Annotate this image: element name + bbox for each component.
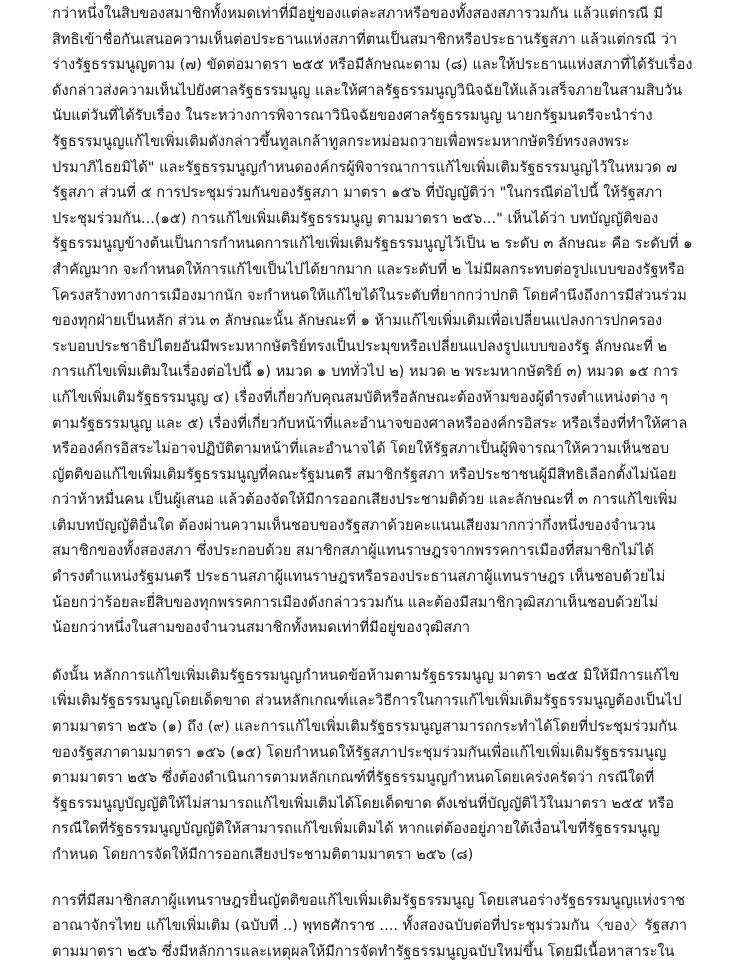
text-line: รัฐสภา ส่วนที่ ๕ การประชุมร่วมกันของรัฐสภา มาตรา ๑๕๖ ที่บัญญัติว่า "ในกรณีต่อไปนี้ ให้รัฐสภา: [52, 184, 663, 202]
text-line: ตามมาตรา ๒๕๖ ซึ่งต้องดำเนินการตามหลักเกณฑ์ที่รัฐธรรมนูญกำหนดโดยเคร่งครัดว่า กรณีใดที่: [52, 769, 655, 787]
text-line: รัฐธรรมนูญข้างต้นเป็นการกำหนดการแก้ไขเพิ่มเติมรัฐธรรมนูญไว้เป็น ๒ ระดับ ๓ ลักษณะ คือ ระดับที่ ๑: [52, 235, 693, 253]
text-line: ดังนั้น หลักการแก้ไขเพิ่มเติมรัฐธรรมนูญกำหนดข้อห้ามตามรัฐธรรมนูญ มาตรา ๒๕๕ มิให้มีการแก้ไข: [52, 666, 680, 684]
text-line: อาณาจักรไทย แก้ไขเพิ่มเติม (ฉบับที่ ..) พุทธศักราช .... ทั้งสองฉบับต่อที่ประชุมร่วมกัน〈ของ〉รัฐสภา: [52, 917, 688, 935]
text-line: สำคัญมาก จะกำหนดให้การแก้ไขเป็นไปได้ยากมาก และระดับที่ ๒ ไม่มีผลกระทบต่อรูปแบบของรัฐหรือ: [52, 260, 685, 278]
text-line: เติมบทบัญญัติอื่นใด ต้องผ่านความเห็นชอบของรัฐสภาด้วยคะแนนเสียงมากกว่ากึ่งหนึ่งของจำนวน: [52, 516, 656, 534]
text-line: ญัตติขอแก้ไขเพิ่มเติมรัฐธรรมนูญที่คณะรัฐมนตรี สมาชิกรัฐสภา หรือประชาชนผู้มีสิทธิเลือกตั้งไม่น้อย: [52, 465, 677, 483]
paragraph-3: [52, 888, 717, 964]
text-line: รัฐธรรมนูญแก้ไขเพิ่มเติมดังกล่าวขึ้นทูลเกล้าทูลกระหม่อมถวายเพื่อพระมหากษัตริย์ทรงลงพระ: [52, 132, 630, 150]
text-line: ตามมาตรา ๒๕๖ (๑) ถึง (๙) และการแก้ไขเพิ่มเติมรัฐธรรมนูญสามารถกระทำได้โดยที่ประชุมร่วมกัน: [52, 718, 678, 736]
text-line: สิทธิเข้าชื่อกันเสนอความเห็นต่อประธานแห่งสภาที่ตนเป็นสมาชิกหรือประธานรัฐสภา แล้วแต่กรณี ว่า: [52, 30, 678, 48]
paragraph-1: [52, 0, 717, 641]
text-line: ดังกล่าวส่งความเห็นไปยังศาลรัฐธรรมนูญ และให้ศาลรัฐธรรมนูญวินิจฉัยให้แล้วเสร็จภายในสามสิบวัน: [52, 81, 683, 99]
text-line: ของรัฐสภาตามมาตรา ๑๕๖ (๑๕) โดยกำหนดให้รัฐสภาประชุมร่วมกันเพื่อแก้ไขเพิ่มเติมรัฐธรรมนูญ: [52, 743, 667, 761]
text-line: การแก้ไขเพิ่มเติมในเรื่องต่อไปนี้ ๑) หมวด ๑ บททั่วไป ๒) หมวด ๒ พระมหากษัตริย์ ๓) หมวด ๑๕ การ: [52, 363, 679, 381]
text-line: หรือองค์กรอิสระไม่อาจปฏิบัติตามหน้าที่และอำนาจได้ โดยให้รัฐสภาเป็นผู้พิจารณาให้ความเห็นชอบ: [52, 440, 670, 458]
text-line: ตามมาตรา ๒๕๖ ซึ่งมีหลักการและเหตุผลให้มีการจัดทำรัฐธรรมนูญฉบับใหม่ขึ้น โดยมีเนื้อหาสาระใน: [52, 942, 675, 960]
text-line: สมาชิกของทั้งสองสภา ซึ่งประกอบด้วย สมาชิกสภาผู้แทนราษฎรจากพรรคการเมืองที่สมาชิกไม่ได้: [52, 542, 654, 560]
text-line: ดำรงตำแหน่งรัฐมนตรี ประธานสภาผู้แทนราษฎรหรือรองประธานสภาผู้แทนราษฎร เห็นชอบด้วยไม่: [52, 568, 666, 586]
text-line: ปรมาภิไธยมิได้" และรัฐธรรมนูญกำหนดองค์กรผู้พิจารณาการแก้ไขเพิ่มเติมรัฐธรรมนูญไว้ในหมวด ๗: [52, 158, 678, 176]
text-line: กว่าหนึ่งในสิบของสมาชิกทั้งหมดเท่าที่มีอยู่ของแต่ละสภาหรือของทั้งสองสภารวมกัน แล้วแต่กรณี มี: [52, 5, 663, 22]
text-line: โครงสร้างทางการเมืองมากนัก จะกำหนดให้แก้ไขได้ในระดับที่ยากกว่าปกติ โดยคำนึงถึงการมีส่วนร่วม: [52, 286, 687, 304]
text-line: น้อยกว่าร้อยละยี่สิบของทุกพรรคการเมืองดังกล่าวรวมกัน และต้องมีสมาชิกวุฒิสภาเห็นชอบด้วยไม่: [52, 593, 659, 611]
text-line: ร่างรัฐธรรมนูญตาม (๗) ขัดต่อมาตรา ๒๕๕ หรือมีลักษณะตาม (๘) และให้ประธานแห่งสภาที่ได้รับเรื่อง: [52, 56, 693, 74]
paragraph-2: [52, 663, 717, 868]
text-line: ของทุกฝ่ายเป็นหลัก ส่วน ๓ ลักษณะนั้น ลักษณะที่ ๑ ห้ามแก้ไขเพิ่มเติมเพื่อเปลี่ยนแปลงการปกครอง: [52, 312, 663, 330]
text-line: แก้ไขเพิ่มเติมรัฐธรรมนูญ ๔) เรื่องที่เกี่ยวกับคุณสมบัติหรือลักษณะต้องห้ามของผู้ดำรงตำแหน่งต่าง ๆ: [52, 388, 668, 406]
text-line: กรณีใดที่รัฐธรรมนูญบัญญัติให้สามารถแก้ไขเพิ่มเติมได้ หากแต่ต้องอยู่ภายใต้เงื่อนไขที่รัฐธรรมนูญ: [52, 820, 660, 838]
text-line: น้อยกว่าหนึ่งในสามของจำนวนสมาชิกทั้งหมดเท่าที่มีอยู่ของวุฒิสภา: [52, 619, 471, 637]
text-line: เพิ่มเติมรัฐธรรมนูญโดยเด็ดขาด ส่วนหลักเกณฑ์และวิธีการในการแก้ไขเพิ่มเติมรัฐธรรมนูญต้องเป็นไป: [52, 692, 682, 710]
text-line: ประชุมร่วมกัน...(๑๕) การแก้ไขเพิ่มเติมรัฐธรรมนูญ ตามมาตรา ๒๕๖..." เห็นได้ว่า บทบัญญัติของ: [52, 209, 659, 227]
paragraph-spacer: [52, 641, 717, 663]
text-line: ระบอบประชาธิปไตยอันมีพระมหากษัตริย์ทรงเป็นประมุขหรือเปลี่ยนแปลงรูปแบบของรัฐ ลักษณะที่ ๒: [52, 337, 668, 355]
text-line: การที่มีสมาชิกสภาผู้แทนราษฎรยื่นญัตติขอแก้ไขเพิ่มเติมรัฐธรรมนูญ โดยเสนอร่างรัฐธรรมนูญแห่งราช: [52, 891, 686, 909]
text-line: กว่าห้าหมื่นคน เป็นผู้เสนอ แล้วต้องจัดให้มีการออกเสียงประชามติด้วย และลักษณะที่ ๓ การแก้ไขเพิ่ม: [52, 491, 678, 509]
paragraph-spacer: [52, 868, 717, 888]
text-line: รัฐธรรมนูญบัญญัติให้ไม่สามารถแก้ไขเพิ่มเติมได้โดยเด็ดขาด ดังเช่นที่บัญญัติไว้ในมาตรา ๒๕๕ หรือ: [52, 794, 675, 812]
text-line: กำหนด โดยการจัดให้มีการออกเสียงประชามติตามมาตรา ๒๕๖ (๘): [52, 846, 474, 863]
text-line: ตามรัฐธรรมนูญ และ ๕) เรื่องที่เกี่ยวกับหน้าที่และอำนาจของศาลหรือองค์กรอิสระ หรือเรื่องที่ทำให้ศาล: [52, 414, 688, 432]
text-line: นับแต่วันที่ได้รับเรื่อง ในระหว่างการพิจารณาวินิจฉัยของศาลรัฐธรรมนูญ นายกรัฐมนตรีจะนำร่าง: [52, 107, 653, 125]
